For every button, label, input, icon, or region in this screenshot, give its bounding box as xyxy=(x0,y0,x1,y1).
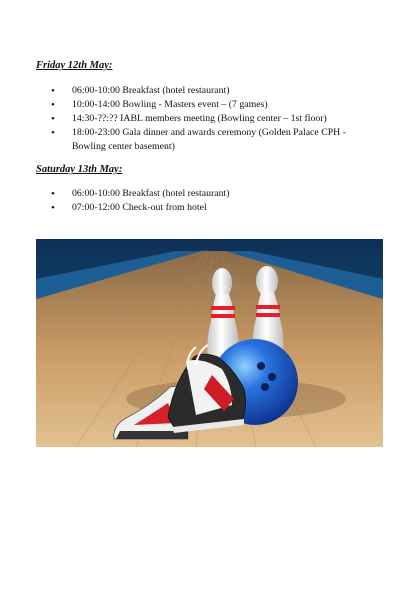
friday-heading: Friday 12th May: xyxy=(36,60,113,71)
list-item: • 06:00-10:00 Breakfast (hotel restaurant) xyxy=(36,84,376,98)
bowling-photo xyxy=(36,239,383,447)
list-item: • 18:00-23:00 Gala dinner and awards ceremony (Golden Palace CPH - Bowling center basement) xyxy=(36,126,376,154)
list-item xyxy=(36,112,376,126)
list-item: • 06:00-10:00 Breakfast (hotel restaurant) xyxy=(36,187,376,201)
friday-schedule-list xyxy=(36,84,376,154)
list-item-text: 14:30-??:?? IABL members meeting (Bowling center – 1st floor) xyxy=(72,113,327,124)
saturday-schedule-list xyxy=(36,187,376,215)
list-item: • 10:00-14:00 Bowling - Masters event – (7 games) xyxy=(36,98,376,112)
list-item: • 07:00-12:00 Check-out from hotel xyxy=(36,201,376,215)
saturday-heading: Saturday 13th May: xyxy=(36,164,123,175)
bowling-pins-ball-shoes-icon xyxy=(36,239,383,447)
